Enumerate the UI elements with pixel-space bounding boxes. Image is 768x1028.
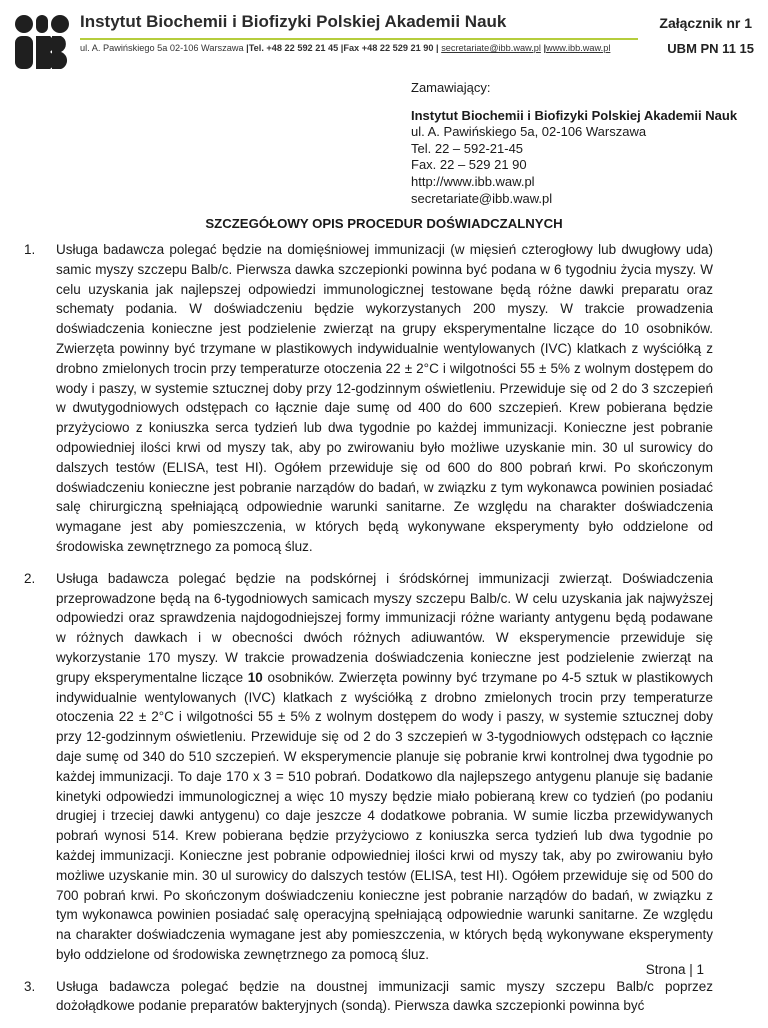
header-separator: | [540,43,547,53]
item-text: Usługa badawcza polegać będzie na domięśniowej immunizacji (w mięsień czterogłowy lub dwugłowy uda) samic myszy szczepu Balb/c. Pierwsza dawka szczepionki powinna być podana w 6 tygodniu życia myszy. W celu uzyskania jak najlepszej odpowiedzi immunologicznej testowane będą różne dawki preparatu oraz schematy podania. W doświadczeniu będzie wykorzystanych 200 myszy. W trakcie prowadzenia doświadczenia konieczne jest podzielenie zwierząt na grupy eksperymentalne liczące do 10 osobników. Zwierzęta powinny być trzymane w plastikowych indywidualnie wentylowanych (IVC) klatkach z wyściółką z drobno zmielonych trocin przy temperaturze otoczenia 22 ± 2°C i wilgotności 55 ± 5% z wolnym dostępem do wody i paszy, w systemie sztucznej doby przy 12-godzinnym oświetleniu. Przewiduje się od 2 do 3 szczepień w dwutygodniowych odstępach co łącznie daje sumę od 400 do 600 szczepień. Krew pobierana będzie przyżyciowo z koniuszka serca tydzień lub dwa tygodnie po każdej immunizacji. Konieczne jest pobranie odpowiedniej ilości krwi od myszy tak, aby po zwirowaniu było możliwe uzyskanie min. 30 ul surowicy do dalszych testów (ELISA, test HI). Ogółem przewiduje się od 600 do 800 pobrań krwi. Po skończonym doświadczeniu konieczne jest pobranie narządów do badań, w związku z tym wykonawca powinien posiadać salę chirurgiczną spełniającą odpowiednie warunki sanitarne. Ze względu na charakter doświadczenia wymagane jest aby pomieszczenia, w których będą wykonywane eksperymenty było oddzielone od środowiska zewnętrznego za pomocą śluz. [56,242,713,554]
attachment-number: Załącznik nr 1 [659,15,752,31]
procedure-list [0,240,768,1028]
orderer-fax: Fax. 22 – 529 21 90 [411,157,527,173]
item-text [56,569,713,965]
header-www-link[interactable]: www.ibb.waw.pl [546,43,611,53]
list-item [24,569,713,965]
list-item [24,977,713,1017]
reference-code: UBM PN 11 15 [667,41,754,56]
item-number: 3. [24,978,36,994]
header-fax: |Fax +48 22 529 21 90 | [340,43,442,53]
header-contact-line [80,43,610,53]
document-title: SZCZEGÓŁOWY OPIS PROCEDUR DOŚWIADCZALNYCH [205,216,563,231]
item-text-part: Usługa badawcza polegać będzie na podskórnej i śródskórnej immunizacji zwierząt. Doświadczenia przeprowadzone będą na 6-tygodniowych samicach myszy szczepu Balb/c. W celu uzyskania jak najwyższej odpowiedzi oraz sprawdzenia najdogodniejszej formy immunizacji różne warianty antygenu będą podawane w różnych dawkach i w obecności dwóch różnych adiuwantów. W eksperymencie przewiduje się wykorzystanie 170 myszy. W trakcie prowadzenia doświadczenia konieczne jest podzielenie zwierząt na grupy eksperymentalne liczące [56,570,713,685]
page-number: Strona | 1 [645,962,704,977]
item-number: 2. [24,570,36,586]
item-number: 1. [24,242,36,257]
item-text-bold: 10 [247,669,263,685]
orderer-address: ul. A. Pawińskiego 5a, 02-106 Warszawa [411,124,647,140]
orderer-email: secretariate@ibb.waw.pl [411,190,553,206]
orderer-label: Zamawiający: [411,80,491,95]
header-email-link[interactable]: secretariate@ibb.waw.pl [441,43,541,53]
header-divider [80,38,638,40]
header-address: ul. A. Pawińskiego 5a 02-106 Warszawa [80,43,247,53]
list-item [24,240,713,557]
orderer-tel: Tel. 22 – 592-21-45 [411,140,524,156]
orderer-block [411,80,751,207]
institute-title: Instytut Biochemii i Biofizyki Polskiej Akademii Nauk [80,12,507,31]
header-tel: |Tel. +48 22 592 21 45 [246,43,341,53]
orderer-website: http://www.ibb.waw.pl [411,173,535,189]
item-text: Usługa badawcza polegać będzie na doustnej immunizacji samic myszy szczepu Balb/c poprzez dożołądkowe podanie preparatów bakteryjnych (sondą). Pierwsza dawka szczepionki powinna być [56,978,713,1014]
ibb-logo [14,12,70,72]
orderer-name: Instytut Biochemii i Biofizyki Polskiej Akademii Nauk [411,107,738,123]
item-text-part: osobników. Zwierzęta powinny być trzymane po 4-5 sztuk w plastikowych indywidualnie wentylowanych (IVC) klatkach z wyściółką z drobno zmielonych trocin przy temperaturze otoczenia 22 ± 2°C i wilgotności 55 ± 5% z wolnym dostępem do wody i paszy, w systemie sztucznej doby przy 12-godzinnym oświetleniu. Przewiduje się od 2 do 3 szczepień w 3-tygodniowych odstępach co łącznie daje sumę od 340 do 510 szczepień. W eksperymencie planuje się pobranie krwi kontrolnej dwa tygodnie po każdej immunizacji. To daje 170 x 3 = 510 pobrań. Dodatkowo dla najlepszego antygenu planuje się badanie kinetyki odpowiedzi immunologicznej a więc 10 myszy będzie miało pobieraną krew co tydzień (po podaniu drugiej i trzeciej dawki antygenu) co daje jeszcze 4 dodatkowe pobrania. W sumie liczba przewidywanych pobrań wynosi 514. Krew pobierana będzie przyżyciowo z koniuszka serca tydzień lub dwa tygodnie po każdej immunizacji. Konieczne jest pobranie odpowiedniej ilości krwi od myszy tak, aby po zwirowaniu było możliwe uzyskanie min. 30 ul surowicy do dalszych testów (ELISA, test HI). Ogółem przewiduje się od 500 do 700 pobrań krwi. Po skończonym doświadczeniu konieczne jest pobranie narządów do badań, w związku z tym wykonawca powinien posiadać salę operacyjną spełniającą odpowiednie warunki sanitarne. Ze względu na charakter doświadczenia wymagane jest aby pomieszczenia, w których będą wykonywane eksperymenty było oddzielone od środowiska zewnętrznego za pomocą śluz. [56,669,713,962]
